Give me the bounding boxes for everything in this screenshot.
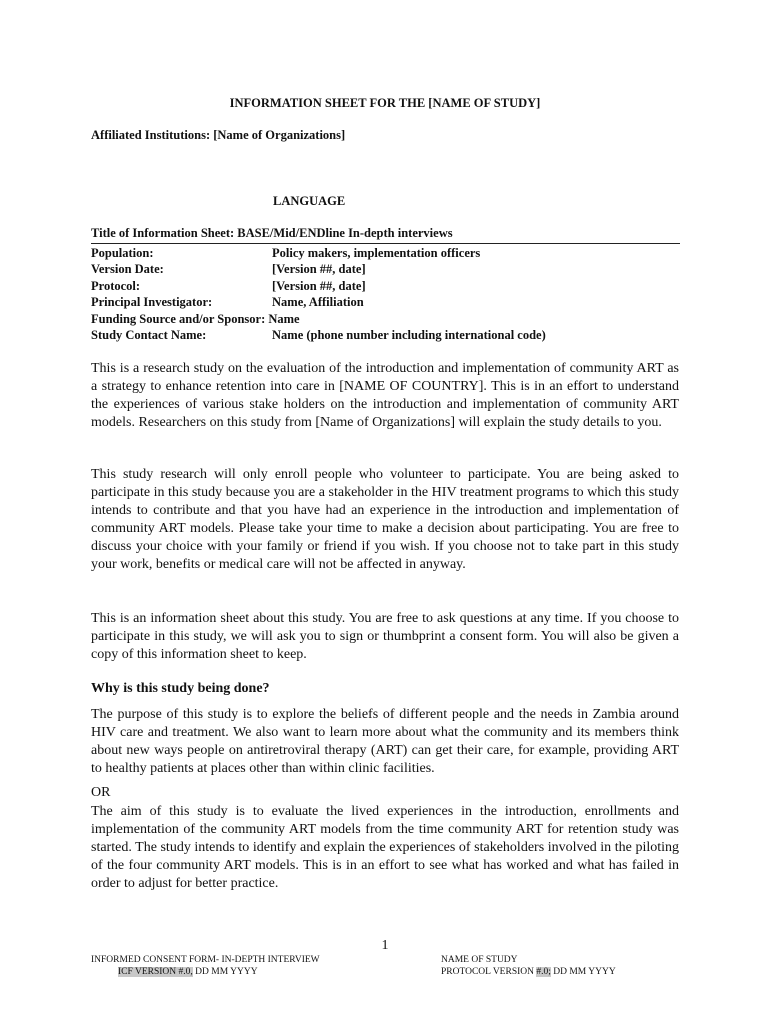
aim-paragraph: The aim of this study is to evaluate the lived experiences in the introduction, enrollments and implementation of the community ART models from the time community ART for retention study was started. The study intends to identify and explain the experiences of stakeholders involved in the piloting of the four community ART models. This is in an effort to see what has worked and what has failed in order to adjust for better practice. xyxy=(91,804,679,891)
footer-protocol-date: DD MM YYYY xyxy=(550,966,616,977)
purpose-paragraph: The purpose of this study is to explore the beliefs of different people and the needs in Zambia around HIV care and treatment. We also want to learn more about what the community and its members think about new ways people on antiretroviral therapy (ART) can get their care, for example, providing ART to healthy patients at places other than within clinic facilities. xyxy=(91,707,679,776)
meta-value: Name (phone number including international code) xyxy=(272,327,546,342)
meta-row-funding-source xyxy=(91,311,681,327)
meta-label: Version Date: xyxy=(91,262,164,277)
or-separator: OR xyxy=(91,785,111,800)
footer-icf-version xyxy=(91,967,320,979)
meta-value: Name, Affiliation xyxy=(272,295,364,310)
footer-form-title: INFORMED CONSENT FORM- IN-DEPTH INTERVIEW xyxy=(91,955,320,965)
enrollment-paragraph: This study research will only enroll people who volunteer to participate. You are being asked to participate in this study because you are a stakeholder in the HIV treatment programs to which this study intends to contribute and that you have had an experience in the introduction and implementation of community ART models. Please take your time to make a decision about participating. You are free to discuss your choice with your family or friend if you wish. If you choose not to take part in this study your work, benefits or medical care will not be affected in anyway. xyxy=(91,467,679,572)
meta-row-protocol xyxy=(91,278,681,294)
footer-study-name: NAME OF STUDY xyxy=(441,955,518,965)
affiliated-institutions: Affiliated Institutions: [Name of Organizations] xyxy=(91,128,346,142)
meta-row-population xyxy=(91,245,681,261)
meta-row-study-contact xyxy=(91,327,681,343)
meta-row-version-date xyxy=(91,261,681,277)
meta-value: [Version ##, date] xyxy=(272,278,366,293)
study-metadata xyxy=(91,245,681,343)
meta-label: Protocol: xyxy=(91,278,141,293)
footer-icf-date: DD MM YYYY xyxy=(192,966,258,977)
footer-right xyxy=(441,955,616,978)
meta-label: Population: xyxy=(91,246,154,260)
footer-icf-highlight: ICF VERSION #.0, xyxy=(118,966,193,977)
meta-value: Policy makers, implementation officers xyxy=(272,246,481,260)
intro-paragraph: This is a research study on the evaluation of the introduction and implementation of community ART as a strategy to enhance retention into care in [NAME OF COUNTRY]. This is in an effort to understand the experiences of various stake holders on the introduction and implementation of community ART models. Researchers on this study from [Name of Organizations] will explain the study details to you. xyxy=(91,361,679,430)
meta-label: Study Contact Name: xyxy=(91,327,207,342)
meta-label: Funding Source and/or Sponsor: Name xyxy=(91,311,300,326)
footer-left xyxy=(91,955,320,978)
title-divider xyxy=(91,243,680,244)
information-sheet-title: Title of Information Sheet: BASE/Mid/ENDline In-depth interviews xyxy=(91,226,453,240)
meta-label: Principal Investigator: xyxy=(91,295,213,310)
page-number: 1 xyxy=(381,938,389,953)
footer-protocol-version xyxy=(441,967,616,979)
footer-protocol-highlight: #.0; xyxy=(536,966,551,977)
document-title: INFORMATION SHEET FOR THE [NAME OF STUDY] xyxy=(229,96,541,110)
language-label: LANGUAGE xyxy=(273,194,346,208)
meta-row-principal-investigator xyxy=(91,294,681,310)
why-study-heading: Why is this study being done? xyxy=(91,681,270,696)
meta-value: [Version ##, date] xyxy=(272,262,366,277)
info-sheet-paragraph: This is an information sheet about this study. You are free to ask questions at any time. If you choose to participate in this study, we will ask you to sign or thumbprint a consent form. You will also be given a copy of this information sheet to keep. xyxy=(91,611,679,662)
footer-protocol-prefix: PROTOCOL VERSION xyxy=(441,966,537,977)
